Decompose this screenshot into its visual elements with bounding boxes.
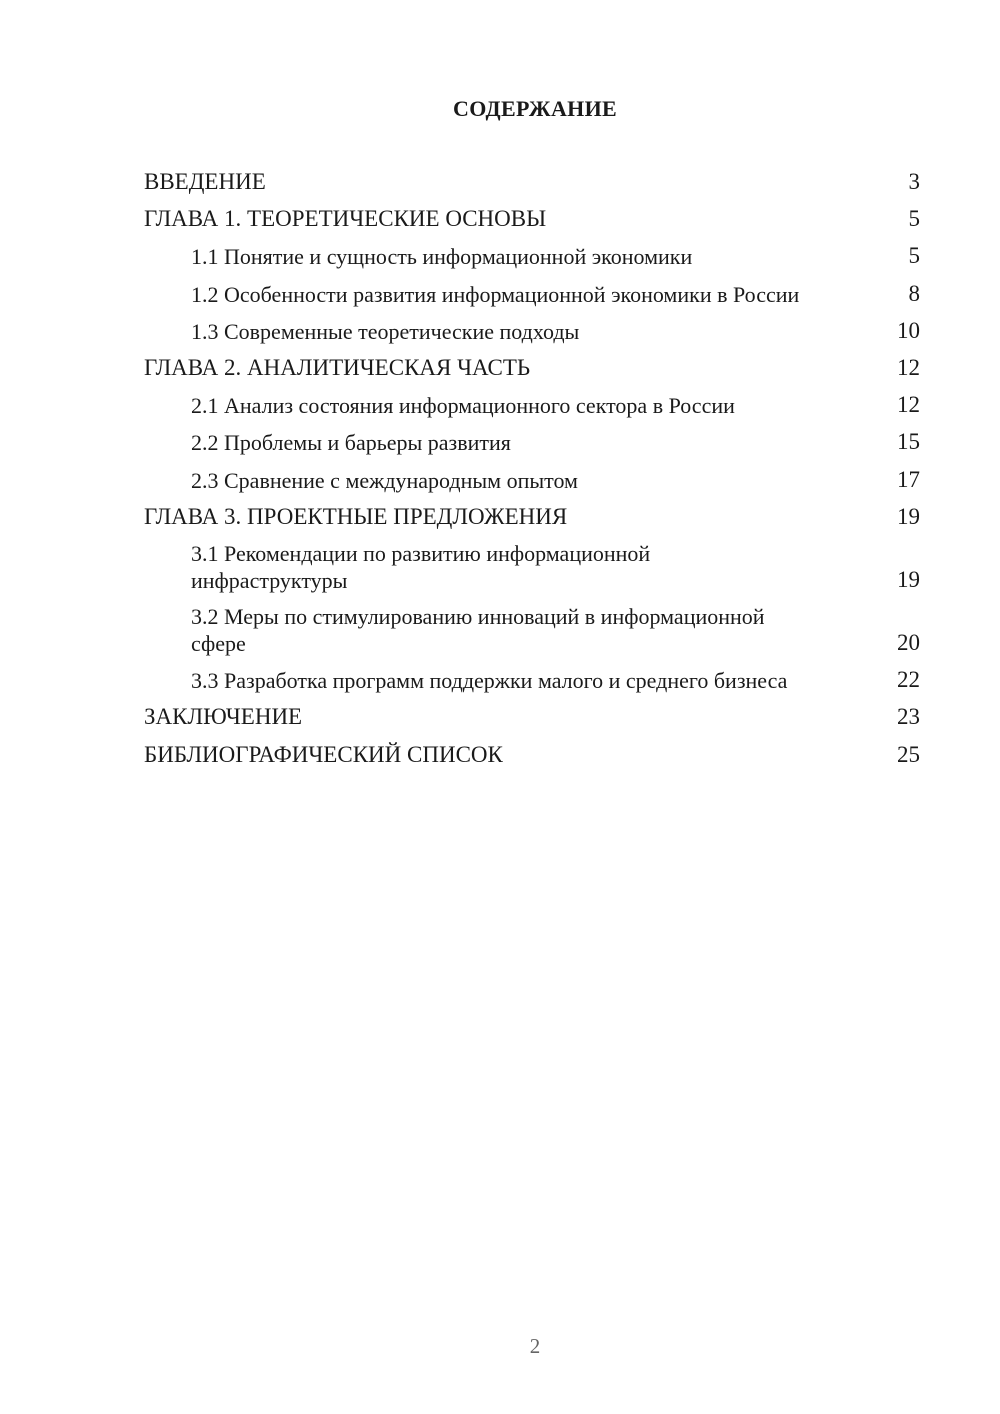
toc-entry-page: 8 (908, 280, 920, 306)
toc-entry-page: 22 (897, 667, 920, 693)
toc-entry-label: ЗАКЛЮЧЕНИЕ (144, 704, 303, 730)
toc-entry[interactable] (144, 666, 920, 694)
toc-entry-label: 3.3 Разработка программ поддержки малого и среднего бизнеса (191, 668, 788, 694)
toc-entry-page: 17 (897, 466, 920, 492)
toc-entry[interactable] (144, 205, 920, 233)
toc-entry-label: 3.1 Рекомендации по развитию информационной инфраструктуры (191, 540, 651, 593)
toc-entry-label: ГЛАВА 2. АНАЛИТИЧЕСКАЯ ЧАСТЬ (144, 354, 531, 380)
toc-entry-label: ГЛАВА 1. ТЕОРЕТИЧЕСКИЕ ОСНОВЫ (144, 206, 547, 232)
toc-entry-label: 3.2 Меры по стимулированию инноваций в информационной сфере (191, 604, 765, 657)
toc-entry-page: 15 (897, 429, 920, 455)
toc-entry[interactable] (144, 428, 920, 456)
toc-entry[interactable] (144, 540, 920, 594)
toc-entry-page: 19 (897, 566, 920, 592)
toc-entry-page: 20 (897, 630, 920, 656)
toc-entry-page: 19 (897, 503, 920, 529)
toc-entry-label: 2.2 Проблемы и барьеры развития (191, 430, 511, 456)
toc-entry-page: 5 (908, 206, 920, 232)
toc-entry-page: 12 (897, 392, 920, 418)
toc-entry[interactable] (144, 168, 920, 196)
toc-entry[interactable] (144, 354, 920, 382)
toc-entry[interactable] (144, 741, 920, 769)
toc-entry-label: 1.1 Понятие и сущность информационной экономики (191, 244, 693, 270)
table-of-contents (144, 168, 920, 778)
toc-entry-label: ВВЕДЕНИЕ (144, 169, 266, 194)
toc-entry[interactable] (144, 391, 920, 419)
toc-entry-page: 10 (897, 317, 920, 343)
toc-entry-page: 12 (897, 354, 920, 380)
toc-entry-label: 2.3 Сравнение с международным опытом (191, 467, 578, 493)
toc-entry-page: 5 (908, 243, 920, 269)
toc-entry[interactable] (144, 280, 920, 308)
toc-entry[interactable] (144, 317, 920, 345)
toc-entry-label: 1.3 Современные теоретические подходы (191, 318, 580, 344)
toc-entry[interactable] (144, 466, 920, 494)
toc-entry-label: ГЛАВА 3. ПРОЕКТНЫЕ ПРЕДЛОЖЕНИЯ (144, 503, 568, 529)
toc-title: СОДЕРЖАНИЕ (453, 96, 617, 121)
toc-entry-label: БИБЛИОГРАФИЧЕСКИЙ СПИСОК (144, 741, 503, 767)
toc-entry[interactable] (144, 503, 920, 531)
toc-entry[interactable] (144, 242, 920, 270)
toc-entry-page: 23 (897, 704, 920, 730)
toc-entry-page: 25 (897, 741, 920, 767)
toc-entry-label: 2.1 Анализ состояния информационного сектора в России (191, 393, 735, 419)
toc-entry[interactable] (144, 603, 920, 657)
toc-entry-page: 3 (908, 169, 920, 194)
page-number: 2 (529, 1334, 541, 1358)
toc-entry-label: 1.2 Особенности развития информационной экономики в России (191, 281, 800, 307)
toc-entry[interactable] (144, 703, 920, 731)
